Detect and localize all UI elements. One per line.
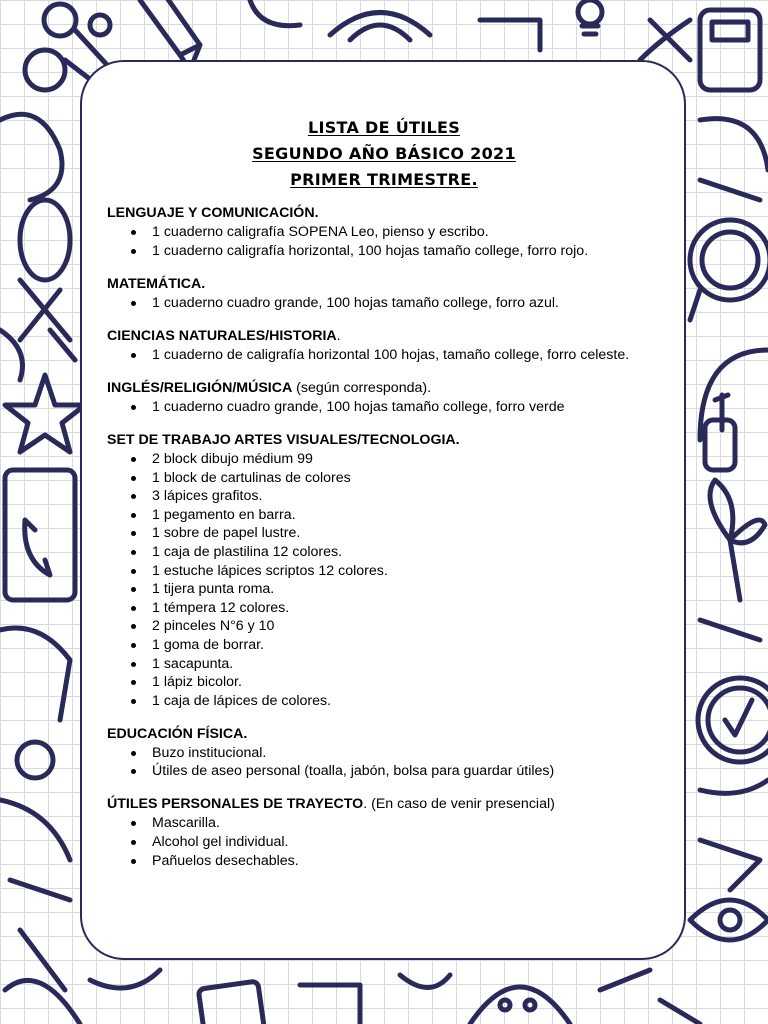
item-list [107, 294, 677, 313]
list-item [107, 487, 677, 506]
item-list [107, 346, 677, 365]
list-item [107, 346, 677, 365]
section-heading-text: EDUCACIÓN FÍSICA. [107, 725, 248, 742]
list-item-text: 1 cuaderno cuadro grande, 100 hojas tamaño college, forro azul. [152, 294, 559, 311]
bullet-icon [131, 699, 136, 704]
section-heading-note: . [336, 327, 341, 344]
section-heading-note: . (En caso de venir presencial) [363, 796, 555, 813]
item-list [107, 398, 677, 417]
list-item-text: 1 goma de borrar. [152, 636, 264, 653]
list-item [107, 398, 677, 417]
list-item-text: 2 pinceles N°6 y 10 [152, 618, 275, 635]
bullet-icon [131, 494, 136, 499]
bullet-icon [131, 513, 136, 518]
bullet-icon [131, 769, 136, 774]
star-icon [5, 375, 85, 452]
section-heading [107, 379, 677, 398]
section-heading-text: ÚTILES PERSONALES DE TRAYECTO [107, 796, 364, 813]
list-item [107, 450, 677, 469]
list-item-text: 3 lápices grafitos. [152, 488, 263, 505]
list-item [107, 617, 677, 636]
bullet-icon [131, 405, 136, 410]
bullet-icon [131, 587, 136, 592]
section-heading-note: (según corresponda). [292, 379, 432, 396]
list-item [107, 762, 677, 781]
list-item-text: 1 cuaderno cuadro grande, 100 hojas tamaño college, forro verde [152, 398, 565, 415]
item-list [107, 450, 677, 710]
title-line-1: LISTA DE ÚTILES [307, 118, 461, 137]
list-item [107, 524, 677, 543]
ruler-icon [198, 981, 264, 1024]
list-item [107, 562, 677, 581]
section-heading [107, 204, 677, 223]
lightbulb-icon [578, 0, 602, 34]
list-item [107, 833, 677, 852]
bullet-icon [131, 643, 136, 648]
section [107, 725, 677, 781]
list-item-text: 1 sacapunta. [152, 655, 234, 672]
list-item-text: 1 estuche lápices scriptos 12 colores. [152, 562, 388, 579]
title-line-2: SEGUNDO AÑO BÁSICO 2021 [252, 144, 516, 163]
section [107, 379, 677, 417]
list-item-text: 1 cuaderno caligrafía horizontal, 100 hojas tamaño college, forro rojo. [152, 242, 589, 259]
section-heading [107, 275, 677, 294]
section [107, 275, 677, 313]
list-item-text: 1 pegamento en barra. [152, 506, 296, 523]
section-heading-text: MATEMÁTICA. [107, 275, 206, 292]
title-line-3: PRIMER TRIMESTRE. [290, 170, 478, 189]
section [107, 795, 677, 870]
section-heading [107, 725, 677, 744]
list-item [107, 242, 677, 261]
item-list [107, 814, 677, 870]
section [107, 431, 677, 710]
list-item-text: 2 block dibujo médium 99 [152, 450, 313, 467]
list-item-text: Útiles de aseo personal (toalla, jabón, bolsa para guardar útiles) [152, 763, 555, 780]
section-heading-text: SET DE TRABAJO ARTES VISUALES/TECNOLOGIA. [107, 431, 460, 448]
section-heading-text: LENGUAJE Y COMUNICACIÓN. [107, 205, 319, 221]
supply-list [107, 204, 677, 885]
bullet-icon [131, 662, 136, 667]
bullet-icon [131, 476, 136, 481]
section-heading [107, 431, 677, 450]
clock-icon [698, 678, 768, 762]
calculator-icon [700, 10, 760, 90]
list-item-text: Mascarilla. [152, 815, 220, 832]
list-item-text: 1 caja de lápices de colores. [152, 692, 332, 709]
list-item-text: Pañuelos desechables. [152, 852, 299, 869]
list-item-text: 1 block de cartulinas de colores [152, 469, 351, 486]
list-item-text: Alcohol gel individual. [152, 834, 289, 851]
list-item [107, 673, 677, 692]
smiley-icon [470, 987, 570, 1024]
section-heading-text: INGLÉS/RELIGIÓN/MÚSICA [107, 379, 293, 396]
list-item-text: Buzo institucional. [152, 744, 267, 761]
bullet-icon [131, 821, 136, 826]
bullet-icon [131, 249, 136, 254]
list-item [107, 294, 677, 313]
bullet-icon [131, 230, 136, 235]
bullet-icon [131, 680, 136, 685]
bullet-icon [131, 840, 136, 845]
bullet-icon [131, 531, 136, 536]
section-heading [107, 795, 677, 814]
headphones-icon [700, 350, 768, 470]
list-item-text: 1 caja de plastilina 12 colores. [152, 543, 343, 560]
bullet-icon [131, 751, 136, 756]
magnifier-icon [690, 220, 768, 320]
list-item [107, 223, 677, 242]
bow-icon [710, 480, 765, 600]
item-list [107, 744, 677, 781]
section-heading-text: CIENCIAS NATURALES/HISTORIA [107, 327, 337, 344]
section [107, 327, 677, 365]
list-item [107, 506, 677, 525]
bullet-icon [131, 301, 136, 306]
list-item [107, 543, 677, 562]
bullet-icon [131, 457, 136, 462]
list-item [107, 852, 677, 871]
list-item-text: 1 sobre de papel lustre. [152, 525, 301, 542]
bullet-icon [131, 353, 136, 358]
bullet-icon [131, 606, 136, 611]
scissors-icon-2 [20, 200, 70, 340]
bullet-icon [131, 624, 136, 629]
list-item [107, 744, 677, 763]
title-line-3-suffix: . [471, 170, 478, 189]
list-item [107, 655, 677, 674]
list-item [107, 469, 677, 488]
list-item [107, 580, 677, 599]
item-list [107, 223, 677, 260]
list-item-text: 1 lápiz bicolor. [152, 674, 242, 691]
bullet-icon [131, 569, 136, 574]
list-item [107, 599, 677, 618]
list-item [107, 814, 677, 833]
section-heading [107, 327, 677, 346]
list-item [107, 692, 677, 711]
list-item-text: 1 témpera 12 colores. [152, 599, 290, 616]
list-item-text: 1 cuaderno caligrafía SOPENA Leo, pienso y escribo. [152, 224, 489, 240]
page-title [0, 115, 768, 193]
bullet-icon [131, 550, 136, 555]
bullet-icon [131, 859, 136, 864]
list-item-text: 1 cuaderno de caligrafía horizontal 100 hojas, tamaño college, forro celeste. [152, 346, 630, 363]
section [107, 204, 677, 260]
eye-icon [690, 900, 768, 940]
phone-icon [5, 470, 75, 600]
list-item-text: 1 tijera punta roma. [152, 581, 275, 598]
list-item [107, 636, 677, 655]
